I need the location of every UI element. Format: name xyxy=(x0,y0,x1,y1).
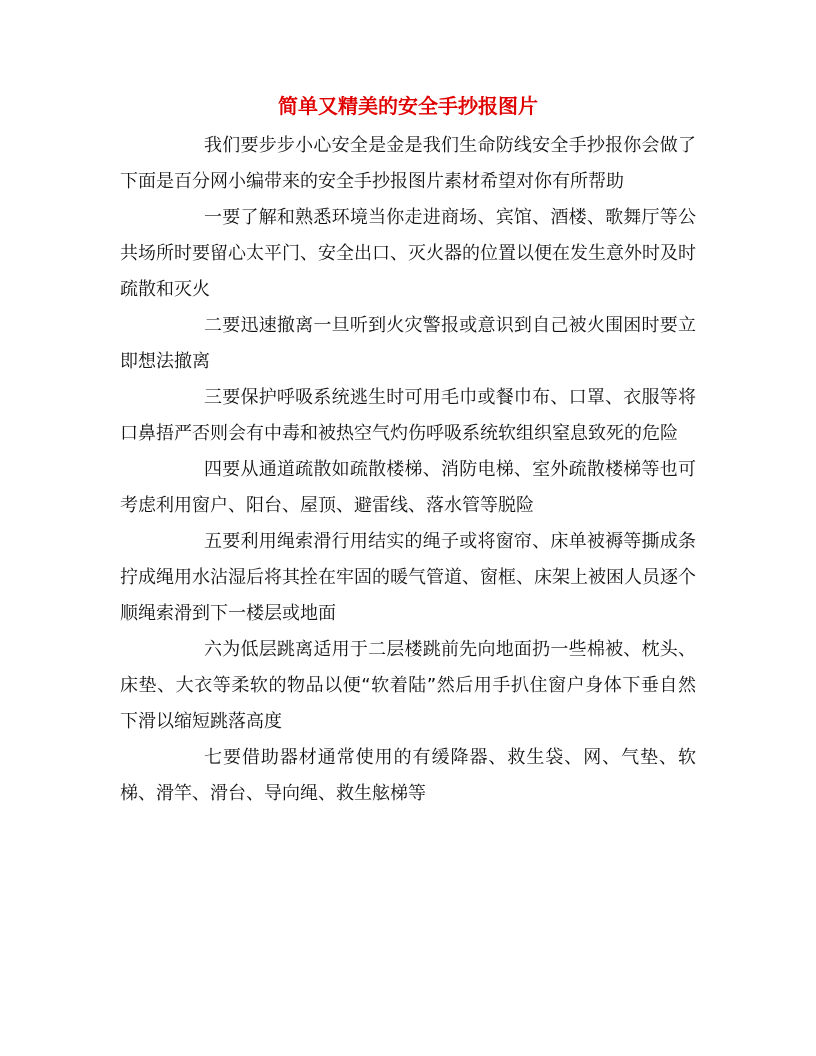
document-body xyxy=(120,128,696,812)
paragraph-tip-2: 二要迅速撤离一旦听到火灾警报或意识到自己被火围困时要立即想法撤离 xyxy=(120,315,696,372)
paragraph-tip-3: 三要保护呼吸系统逃生时可用毛巾或餐巾布、口罩、衣服等将口鼻捂严否则会有中毒和被热空气灼伤呼吸系统软组织窒息致死的危险 xyxy=(120,387,696,444)
paragraph-tip-6: 六为低层跳离适用于二层楼跳前先向地面扔一些棉被、枕头、床垫、大衣等柔软的物品以便“软着陆”然后用手扒住窗户身体下垂自然下滑以缩短跳落高度 xyxy=(120,639,696,732)
paragraph-intro: 我们要步步小心安全是金是我们生命防线安全手抄报你会做了下面是百分网小编带来的安全手抄报图片素材希望对你有所帮助 xyxy=(120,135,696,192)
paragraph-tip-1: 一要了解和熟悉环境当你走进商场、宾馆、酒楼、歌舞厅等公共场所时要留心太平门、安全出口、灭火器的位置以便在发生意外时及时疏散和灭火 xyxy=(120,207,696,300)
paragraph-tip-7: 七要借助器材通常使用的有缓降器、救生袋、网、气垫、软梯、滑竿、滑台、导向绳、救生舷梯等 xyxy=(120,747,696,804)
paragraph-tip-4: 四要从通道疏散如疏散楼梯、消防电梯、室外疏散楼梯等也可考虑利用窗户、阳台、屋顶、避雷线、落水管等脱险 xyxy=(120,459,696,516)
paragraph-tip-5: 五要利用绳索滑行用结实的绳子或将窗帘、床单被褥等撕成条拧成绳用水沾湿后将其拴在牢固的暖气管道、窗框、床架上被困人员逐个顺绳索滑到下一楼层或地面 xyxy=(120,531,696,624)
document-title: 简单又精美的安全手抄报图片 xyxy=(278,94,538,118)
